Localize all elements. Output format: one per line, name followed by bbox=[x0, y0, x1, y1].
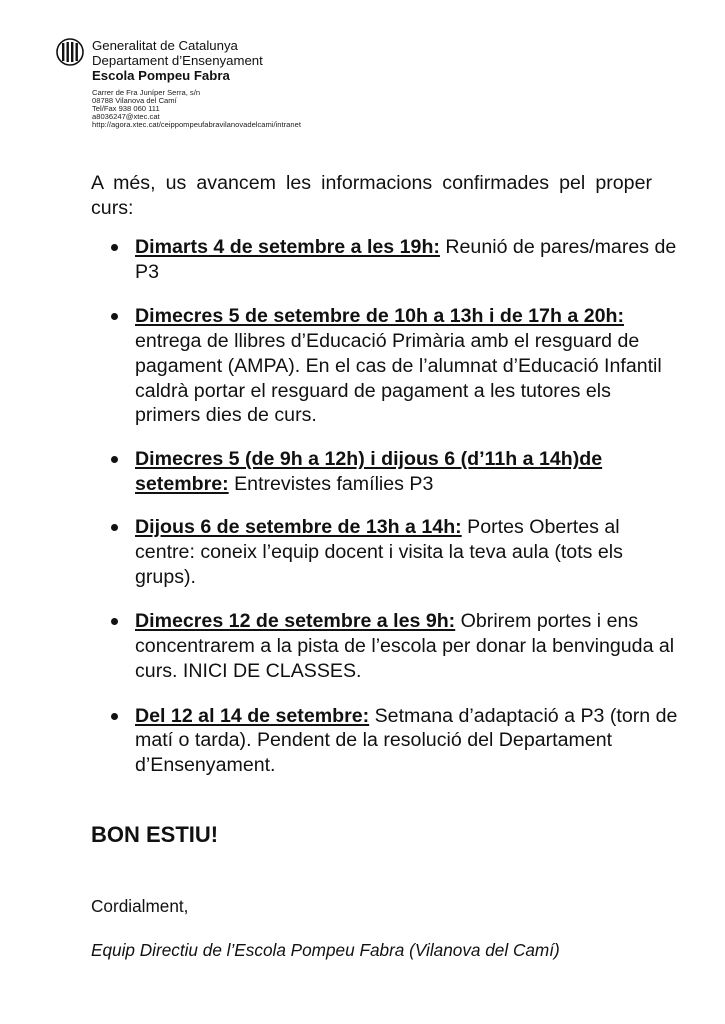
list-item bbox=[91, 304, 681, 428]
event-heading: Dimecres 5 (de 9h a 12h) i dijous 6 (d’11h a 14h)de setembre: bbox=[135, 447, 603, 495]
event-heading: Dimecres 5 de setembre de 10h a 13h i de 17h a 20h: bbox=[135, 305, 624, 328]
address-street: Carrer de Fra Juníper Serra, s/n bbox=[92, 88, 201, 97]
event-heading: Del 12 al 14 de setembre: bbox=[135, 704, 370, 727]
organization-block bbox=[92, 38, 263, 83]
org-name: Generalitat de Catalunya bbox=[92, 38, 238, 53]
intro-paragraph: A més, us avancem les informacions confirmades pel proper curs: bbox=[91, 172, 652, 219]
address-phone: Tel/Fax 938 060 111 bbox=[92, 104, 160, 113]
event-text: Portes Obertes al centre: coneix l’equip docent i visita la teva aula (tots els grups). bbox=[135, 516, 623, 588]
event-text: Entrevistes famílies P3 bbox=[228, 472, 434, 495]
list-item bbox=[91, 235, 681, 284]
generalitat-logo-icon bbox=[56, 38, 84, 66]
bullet-icon bbox=[111, 618, 118, 625]
list-item bbox=[91, 515, 681, 589]
event-text: entrega de llibres d’Educació Primària amb el resguard de pagament (AMPA). En el cas de l’alumnat d’Educació Infantil caldrà portar el resguard de pagament a les tutores els primers dies de curs. bbox=[135, 330, 662, 427]
event-heading: Dijous 6 de setembre de 13h a 14h: bbox=[135, 516, 462, 539]
list-item bbox=[91, 447, 681, 496]
address-email: a8036247@xtec.cat bbox=[92, 112, 160, 121]
event-text: Setmana d’adaptació a P3 (torn de matí o tarda). Pendent de la resolució del Departament d’Ensenyament. bbox=[135, 704, 678, 776]
event-heading: Dimarts 4 de setembre a les 19h: bbox=[135, 236, 440, 258]
closing-line: Cordialment, bbox=[91, 896, 189, 916]
address-postal: 08788 Vilanova del Camí bbox=[92, 96, 177, 105]
list-item bbox=[91, 704, 681, 778]
school-name: Escola Pompeu Fabra bbox=[92, 68, 230, 83]
bullet-icon bbox=[111, 713, 118, 720]
address-block bbox=[92, 89, 301, 129]
address-url: http://agora.xtec.cat/ceippompeufabravilanovadelcami/intranet bbox=[92, 120, 301, 129]
department-name: Departament d’Ensenyament bbox=[92, 53, 263, 68]
bullet-icon bbox=[111, 524, 118, 531]
bullet-icon bbox=[111, 456, 118, 463]
signature-line: Equip Directiu de l’Escola Pompeu Fabra (Vilanova del Camí) bbox=[91, 940, 560, 960]
event-text: Reunió de pares/mares de P3 bbox=[135, 236, 677, 283]
event-list bbox=[91, 235, 681, 798]
farewell-heading: BON ESTIU! bbox=[91, 822, 219, 847]
list-item bbox=[91, 609, 681, 683]
event-text: Obrirem portes i ens concentrarem a la pista de l’escola per donar la benvinguda al curs. INICI DE CLASSES. bbox=[135, 610, 675, 682]
bullet-icon bbox=[111, 244, 118, 251]
bullet-icon bbox=[111, 313, 118, 320]
event-heading: Dimecres 12 de setembre a les 9h: bbox=[135, 610, 456, 633]
